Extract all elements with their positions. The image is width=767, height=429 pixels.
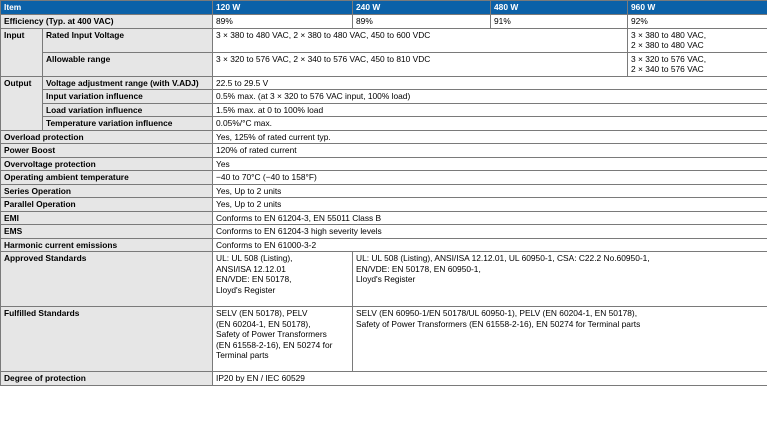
row-harmonic-emissions xyxy=(1,238,767,252)
row-fulfilled-standards xyxy=(1,307,767,372)
label-emi: EMI xyxy=(1,211,213,225)
parallel-operation-value: Yes, Up to 2 units xyxy=(213,198,767,212)
row-allowable-range xyxy=(1,52,767,76)
approved-standards-120w xyxy=(213,252,353,307)
efficiency-480w: 91% xyxy=(491,15,628,29)
fulfilled-120w-line-5: Terminal parts xyxy=(216,350,269,360)
harmonic-emissions-value: Conforms to EN 61000-3-2 xyxy=(213,238,767,252)
label-overvoltage-protection: Overvoltage protection xyxy=(1,157,213,171)
temperature-variation-value: 0.05%/°C max. xyxy=(213,117,767,131)
header-960w: 960 W xyxy=(628,1,767,15)
label-efficiency: Efficiency (Typ. at 400 VAC) xyxy=(1,15,213,29)
efficiency-240w: 89% xyxy=(353,15,491,29)
efficiency-120w: 89% xyxy=(213,15,353,29)
label-ems: EMS xyxy=(1,225,213,239)
approved-standards-other xyxy=(353,252,767,307)
label-voltage-adjustment: Voltage adjustment range (with V.ADJ) xyxy=(43,76,213,90)
approved-other-line-1: UL: UL 508 (Listing), ANSI/ISA 12.12.01, UL 60950-1, CSA: C22.2 No.60950-1, xyxy=(356,253,650,263)
row-load-variation xyxy=(1,103,767,117)
allowable-range-960w xyxy=(628,52,767,76)
label-series-operation: Series Operation xyxy=(1,184,213,198)
voltage-adjustment-value: 22.5 to 29.5 V xyxy=(213,76,767,90)
group-input: Input xyxy=(1,28,43,76)
row-series-operation xyxy=(1,184,767,198)
header-row xyxy=(1,1,767,15)
label-power-boost: Power Boost xyxy=(1,144,213,158)
label-degree-of-protection: Degree of protection xyxy=(1,372,213,386)
label-temperature-variation: Temperature variation influence xyxy=(43,117,213,131)
fulfilled-other-line-1: SELV (EN 60950-1/EN 50178/UL 60950-1), PELV (EN 60204-1, EN 50178), xyxy=(356,308,638,318)
load-variation-value: 1.5% max. at 0 to 100% load xyxy=(213,103,767,117)
label-approved-standards: Approved Standards xyxy=(1,252,213,307)
fulfilled-120w-line-4: (EN 61558-2-16), EN 50274 for xyxy=(216,339,333,350)
row-overvoltage-protection xyxy=(1,157,767,171)
row-efficiency xyxy=(1,15,767,29)
fulfilled-120w-line-3: Safety of Power Transformers xyxy=(216,329,327,339)
degree-of-protection-value: IP20 by EN / IEC 60529 xyxy=(213,372,767,386)
label-allowable-range: Allowable range xyxy=(43,52,213,76)
row-input-variation xyxy=(1,90,767,104)
row-temperature-variation xyxy=(1,117,767,131)
input-variation-value: 0.5% max. (at 3 × 320 to 576 VAC input, 100% load) xyxy=(213,90,767,104)
power-boost-value: 120% of rated current xyxy=(213,144,767,158)
header-240w: 240 W xyxy=(353,1,491,15)
allowable-range-960w-line-2: 2 × 340 to 576 VAC xyxy=(631,64,704,74)
label-harmonic-emissions: Harmonic current emissions xyxy=(1,238,213,252)
header-120w: 120 W xyxy=(213,1,353,15)
series-operation-value: Yes, Up to 2 units xyxy=(213,184,767,198)
row-approved-standards xyxy=(1,252,767,307)
approved-120w-line-1: UL: UL 508 (Listing), xyxy=(216,253,293,263)
approved-120w-line-3: EN/VDE: EN 50178, xyxy=(216,274,292,284)
row-ambient-temperature xyxy=(1,171,767,185)
fulfilled-120w-line-1: SELV (EN 50178), PELV xyxy=(216,308,308,318)
approved-other-line-2: EN/VDE: EN 50178, EN 60950-1, xyxy=(356,263,481,274)
rated-input-960w-line-1: 3 × 380 to 480 VAC, xyxy=(631,29,707,40)
label-fulfilled-standards: Fulfilled Standards xyxy=(1,307,213,372)
row-emi xyxy=(1,211,767,225)
emi-value: Conforms to EN 61204-3, EN 55011 Class B xyxy=(213,211,767,225)
row-rated-input-voltage xyxy=(1,28,767,52)
allowable-range-value: 3 × 320 to 576 VAC, 2 × 340 to 576 VAC, 450 to 810 VDC xyxy=(213,52,628,76)
row-power-boost xyxy=(1,144,767,158)
label-overload-protection: Overload protection xyxy=(1,130,213,144)
label-ambient-temperature: Operating ambient temperature xyxy=(1,171,213,185)
rated-input-voltage-960w xyxy=(628,28,767,52)
header-480w: 480 W xyxy=(491,1,628,15)
approved-120w-line-4: Lloyd's Register xyxy=(216,284,276,295)
fulfilled-standards-other xyxy=(353,307,767,372)
row-degree-of-protection xyxy=(1,372,767,386)
rated-input-voltage-value: 3 × 380 to 480 VAC, 2 × 380 to 480 VAC, 450 to 600 VDC xyxy=(213,28,628,52)
ambient-temperature-value: −40 to 70°C (−40 to 158°F) xyxy=(213,171,767,185)
ems-value: Conforms to EN 61204-3 high severity levels xyxy=(213,225,767,239)
overvoltage-protection-value: Yes xyxy=(213,157,767,171)
overload-protection-value: Yes, 125% of rated current typ. xyxy=(213,130,767,144)
rated-input-960w-line-2: 2 × 380 to 480 VAC xyxy=(631,40,704,50)
row-ems xyxy=(1,225,767,239)
row-parallel-operation xyxy=(1,198,767,212)
efficiency-960w: 92% xyxy=(628,15,767,29)
group-output: Output xyxy=(1,76,43,130)
fulfilled-other-line-2: Safety of Power Transformers (EN 61558-2-16), EN 50274 for Terminal parts xyxy=(356,318,641,329)
header-item: Item xyxy=(1,1,213,15)
label-load-variation: Load variation influence xyxy=(43,103,213,117)
row-overload-protection xyxy=(1,130,767,144)
label-parallel-operation: Parallel Operation xyxy=(1,198,213,212)
fulfilled-120w-line-2: (EN 60204-1, EN 50178), xyxy=(216,318,311,329)
row-voltage-adjustment xyxy=(1,76,767,90)
allowable-range-960w-line-1: 3 × 320 to 576 VAC, xyxy=(631,53,707,64)
approved-120w-line-2: ANSI/ISA 12.12.01 xyxy=(216,263,286,274)
approved-other-line-3: Lloyd's Register xyxy=(356,274,416,284)
fulfilled-standards-120w xyxy=(213,307,353,372)
label-input-variation: Input variation influence xyxy=(43,90,213,104)
label-rated-input-voltage: Rated Input Voltage xyxy=(43,28,213,52)
